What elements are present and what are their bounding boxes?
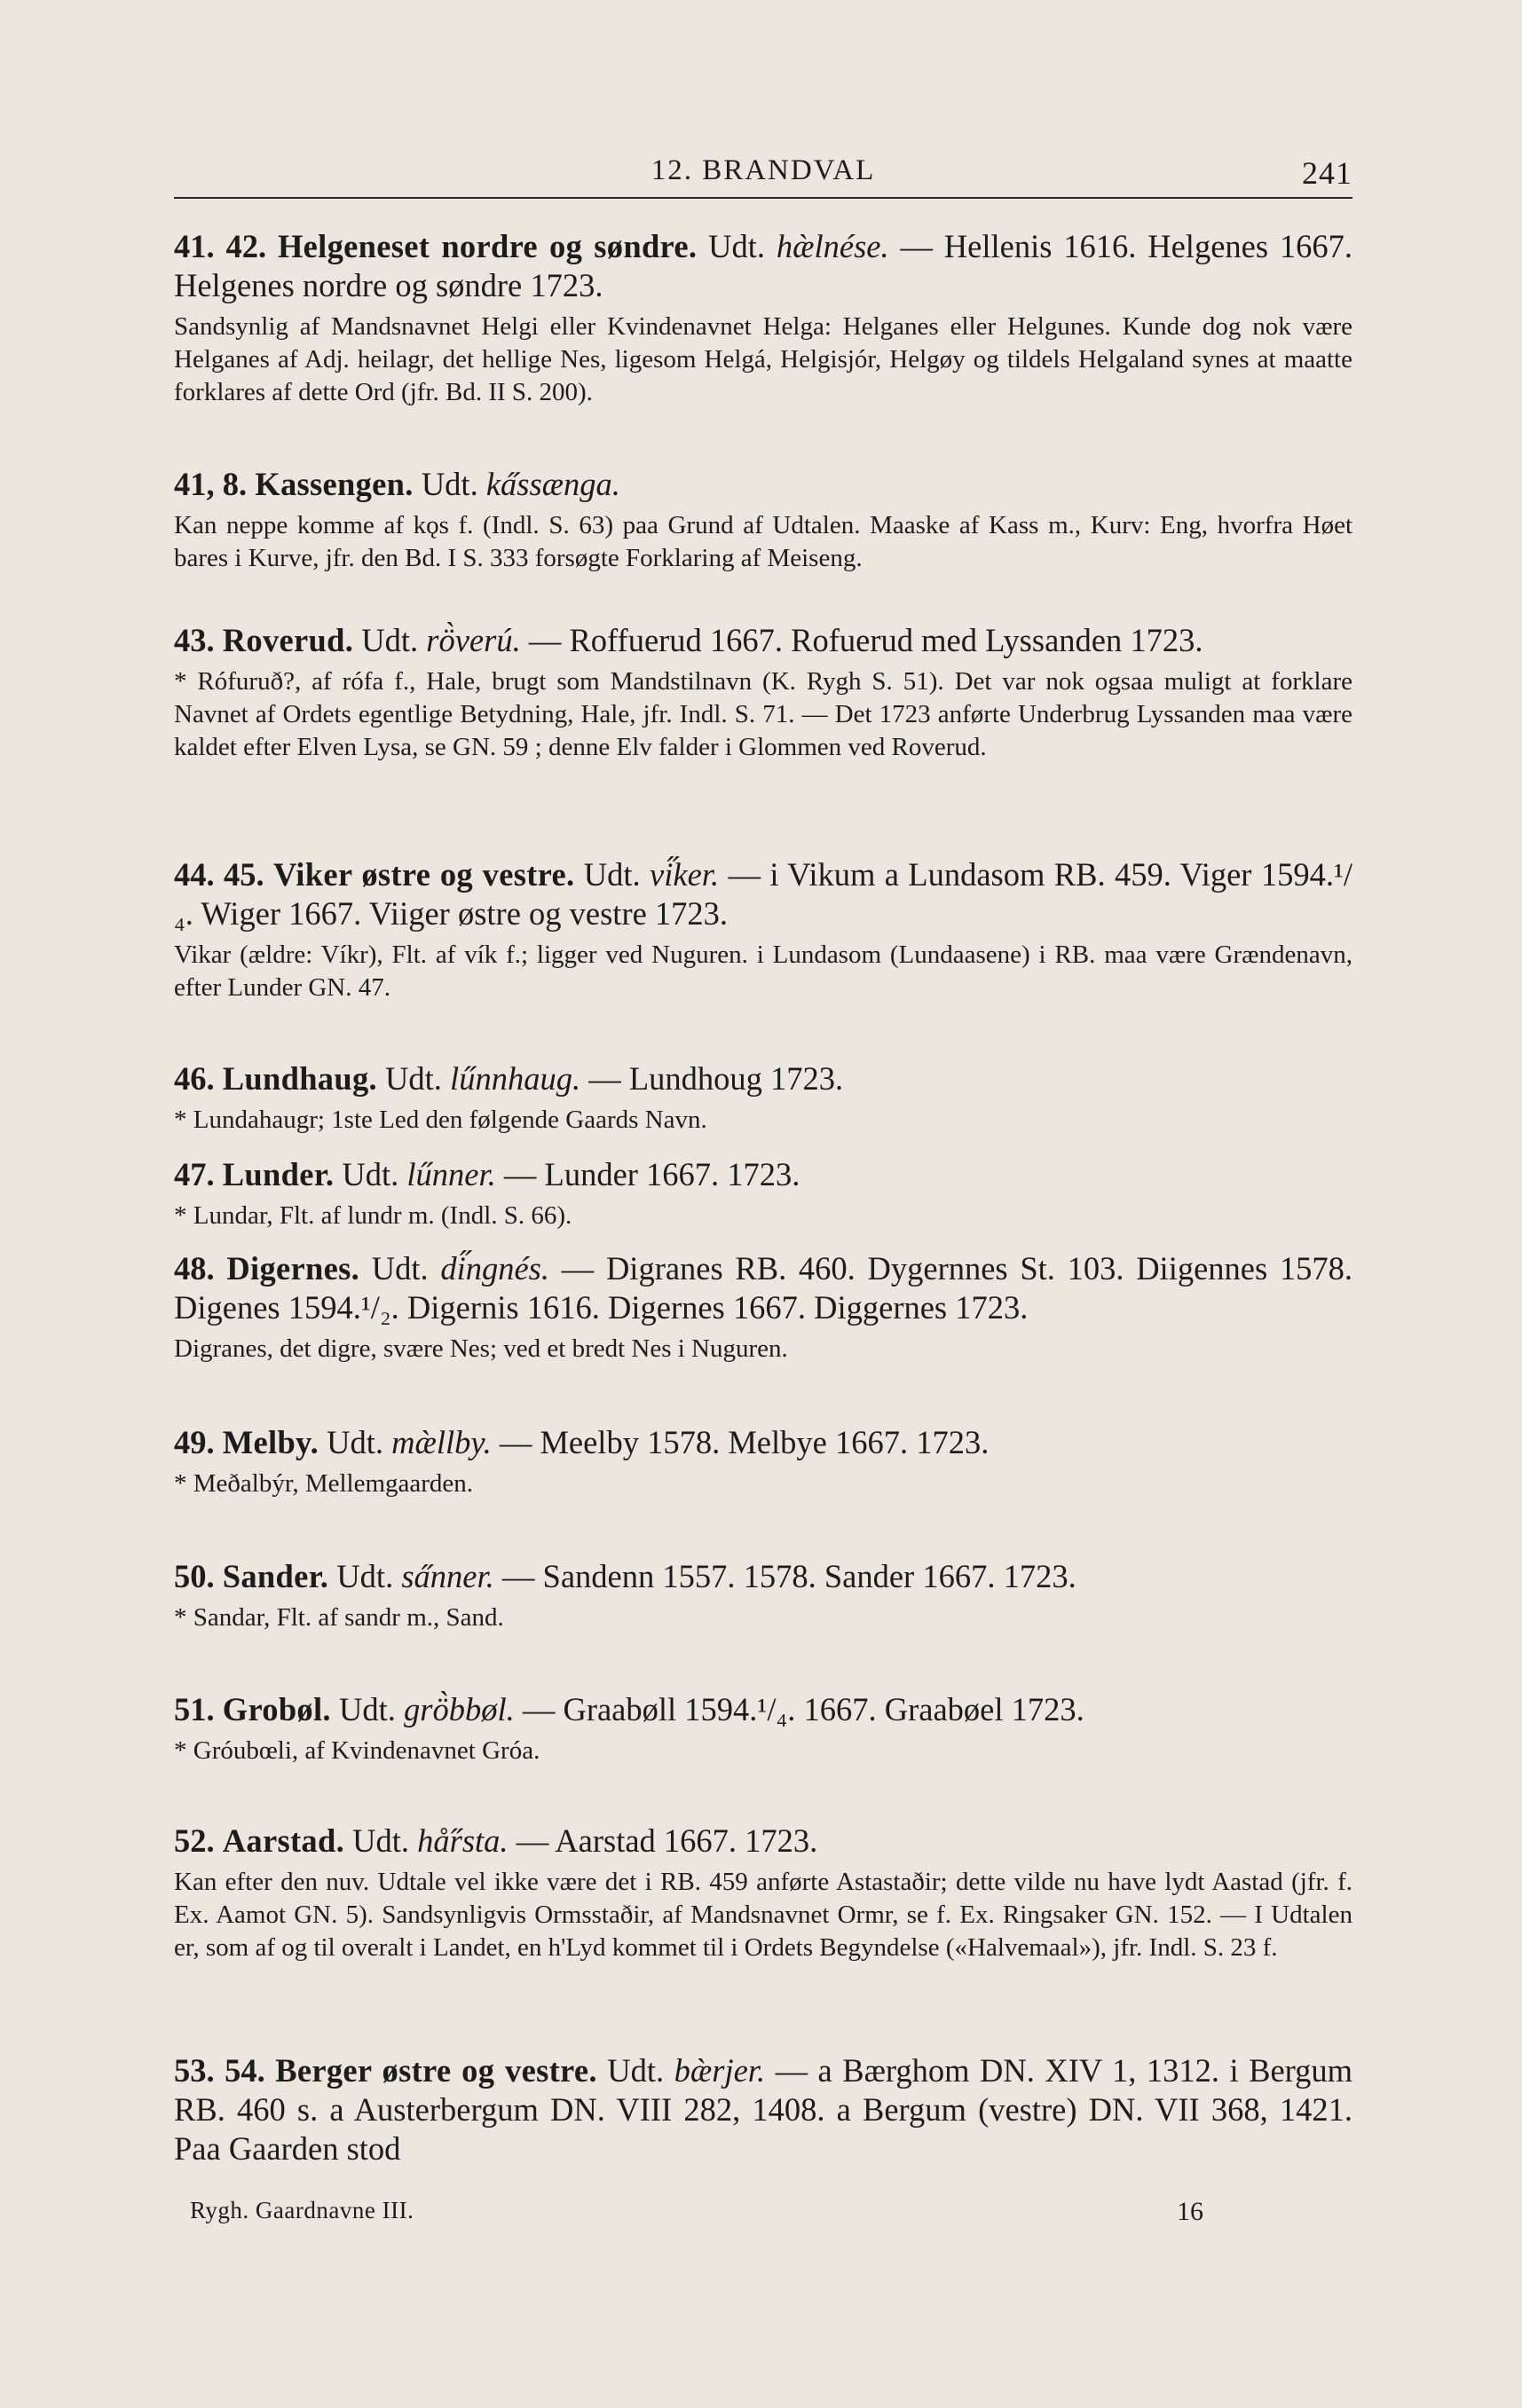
farm-name: Roverud. xyxy=(222,622,354,658)
historical-forms: — a Bærghom DN. XIV 1, 1312. i Bergum RB. 460 s. a Austerbergum DN. VIII 282, 1408. a Bergum (vestre) DN. VII 368, 1421. Paa Gaarden stod xyxy=(174,2052,1353,2167)
historical-forms: — Lunder 1667. 1723. xyxy=(503,1156,800,1192)
farm-name: Helgeneset nordre og søndre. xyxy=(277,228,698,264)
entry-number: 44. 45. xyxy=(174,856,264,893)
farm-name: Digernes. xyxy=(226,1250,360,1287)
etymology-note: * Rófuruð?, af rófa f., Hale, brugt som Mandstilnavn (K. Rygh S. 51). Det var nok ogsaa muligt at forklare Navnet af Ordets egentlige Betydning, Hale, jfr. Indl. S. 71. — Det 1723 anførte Underbrug Lyssanden maa være kaldet efter Elven Lysa, se GN. 59 ; denne Elv falder i Glommen ved Roverud. xyxy=(174,667,1352,761)
pronunciation: di̋ngnés. xyxy=(440,1250,550,1287)
etymology-note: * Gróubœli, af Kvindenavnet Gróa. xyxy=(174,1736,540,1765)
entry-number: 46. xyxy=(174,1060,215,1097)
etymology-note: * Lundahaugr; 1ste Led den følgende Gaards Navn. xyxy=(174,1106,707,1134)
udt-label: Udt. xyxy=(607,2052,665,2089)
pronunciation: ka̋ssænga. xyxy=(485,466,620,502)
farm-entry xyxy=(174,227,1352,409)
running-header xyxy=(174,151,1352,199)
page-number: 241 xyxy=(1302,155,1352,191)
udt-label: Udt. xyxy=(327,1424,384,1460)
historical-forms: — Roffuerud 1667. Rofuerud med Lyssanden 1723. xyxy=(528,622,1203,658)
udt-label: Udt. xyxy=(708,228,766,264)
pronunciation: mæ̀llby. xyxy=(391,1424,492,1460)
farm-entry xyxy=(174,1690,1352,1767)
farm-name: Berger østre og vestre. xyxy=(275,2052,597,2089)
entry-number: 48. xyxy=(174,1250,215,1287)
farm-entry xyxy=(174,1249,1352,1365)
entry-number: 41. 42. xyxy=(174,228,267,264)
pronunciation: hæ̀lnése. xyxy=(776,228,889,264)
pronunciation: rö̀verú. xyxy=(426,622,521,658)
historical-forms: — Aarstad 1667. 1723. xyxy=(516,1822,818,1859)
entry-number: 53. 54. xyxy=(174,2052,265,2089)
farm-entry xyxy=(174,2051,1352,2168)
farm-entry xyxy=(174,1155,1352,1232)
udt-label: Udt. xyxy=(342,1156,399,1192)
etymology-note: * Sandar, Flt. af sandr m., Sand. xyxy=(174,1603,504,1632)
etymology-note: * Lundar, Flt. af lundr m. (Indl. S. 66). xyxy=(174,1201,572,1230)
farm-name: Grobøl. xyxy=(222,1691,331,1727)
udt-label: Udt. xyxy=(385,1060,442,1097)
udt-label: Udt. xyxy=(361,622,419,658)
etymology-note: Sandsynlig af Mandsnavnet Helgi eller Kvindenavnet Helga: Helganes eller Helgunes. Kunde dog nok være Helganes af Adj. heilagr, det hellige Nes, ligesom Helgá, Helgisjór, Helgøy og tildels Helgaland synes at maatte forklares af dette Ord (jfr. Bd. II S. 200). xyxy=(174,312,1352,406)
pronunciation: lűnnhaug. xyxy=(450,1060,581,1097)
page-footer xyxy=(190,2197,1344,2232)
udt-label: Udt. xyxy=(421,466,478,502)
farm-entry xyxy=(174,1822,1352,1964)
udt-label: Udt. xyxy=(583,856,641,893)
historical-forms: — Sandenn 1557. 1578. Sander 1667. 1723. xyxy=(501,1558,1076,1594)
entry-number: 47. xyxy=(174,1156,215,1192)
farm-name: Lundhaug. xyxy=(222,1060,377,1097)
pronunciation: grö̀bbøl. xyxy=(403,1691,515,1727)
source-line: Rygh. Gaardnavne III. xyxy=(190,2197,414,2223)
farm-entry xyxy=(174,1557,1352,1634)
etymology-note: Digranes, det digre, svære Nes; ved et bredt Nes i Nuguren. xyxy=(174,1334,788,1363)
pronunciation: vi̋ker. xyxy=(650,856,720,893)
entry-number: 41, 8. xyxy=(174,466,248,502)
entry-number: 43. xyxy=(174,622,215,658)
historical-forms: — Lundhoug 1723. xyxy=(588,1060,844,1097)
historical-forms: — Graabøll 1594.¹/₄. 1667. Graabøel 1723. xyxy=(522,1691,1084,1727)
udt-label: Udt. xyxy=(371,1250,429,1287)
signature-mark: 16 xyxy=(1177,2197,1203,2226)
etymology-note: * Meðalbýr, Mellemgaarden. xyxy=(174,1469,474,1498)
farm-name: Lunder. xyxy=(222,1156,335,1192)
udt-label: Udt. xyxy=(336,1558,394,1594)
farm-name: Sander. xyxy=(222,1558,329,1594)
farm-entry xyxy=(174,621,1352,764)
historical-forms: — Hellenis 1616. Helgenes 1667. Helgenes nordre og søndre 1723. xyxy=(174,228,1353,303)
udt-label: Udt. xyxy=(352,1822,409,1859)
historical-forms: — Digranes RB. 460. Dygernnes St. 103. Diigennes 1578. Digenes 1594.¹/₂. Digernis 1616. Digernes 1667. Diggernes 1723. xyxy=(174,1250,1353,1326)
farm-name: Viker østre og vestre. xyxy=(273,856,575,893)
farm-name: Aarstad. xyxy=(222,1822,344,1859)
chapter-title: 12. BRANDVAL xyxy=(651,154,876,186)
farm-entry xyxy=(174,465,1352,575)
etymology-note: Kan neppe komme af kǫs f. (Indl. S. 63) paa Grund af Udtalen. Maaske af Kass m., Kurv: Eng, hvorfra Høet bares i Kurve, jfr. den Bd. I S. 333 forsøgte Forklaring af Meiseng. xyxy=(174,511,1352,572)
farm-entry xyxy=(174,1423,1352,1500)
farm-entry xyxy=(174,1059,1352,1137)
etymology-note: Vikar (ældre: Víkr), Flt. af vík f.; ligger ved Nuguren. i Lundasom (Lundaasene) i RB. maa være Grændenavn, efter Lunder GN. 47. xyxy=(174,940,1352,1002)
entry-number: 52. xyxy=(174,1822,215,1859)
etymology-note: Kan efter den nuv. Udtale vel ikke være det i RB. 459 anførte Astastaðir; dette vilde nu have lydt Aastad (jfr. f. Ex. Aamot GN. 5). Sandsynligvis Ormsstaðir, af Mandsnavnet Ormr, se f. Ex. Ringsaker GN. 152. — I Udtalen er, som af og til overalt i Landet, en h'Lyd kommet til i Ordets Begyndelse («Halvemaal»), jfr. Indl. S. 23 f. xyxy=(174,1868,1352,1962)
historical-forms: — i Vikum a Lundasom RB. 459. Viger 1594.¹/₄. Wiger 1667. Viiger østre og vestre 1723. xyxy=(174,856,1353,932)
entry-number: 51. xyxy=(174,1691,215,1727)
farm-name: Kassengen. xyxy=(255,466,414,502)
pronunciation: lűnner. xyxy=(406,1156,496,1192)
entry-number: 50. xyxy=(174,1558,215,1594)
historical-forms: — Meelby 1578. Melbye 1667. 1723. xyxy=(499,1424,990,1460)
pronunciation: sa̋nner. xyxy=(401,1558,494,1594)
pronunciation: bæ̀rjer. xyxy=(674,2052,766,2089)
udt-label: Udt. xyxy=(338,1691,396,1727)
entry-number: 49. xyxy=(174,1424,215,1460)
pronunciation: hå̋rsta. xyxy=(417,1822,509,1859)
farm-entry xyxy=(174,855,1352,1004)
farm-name: Melby. xyxy=(222,1424,319,1460)
